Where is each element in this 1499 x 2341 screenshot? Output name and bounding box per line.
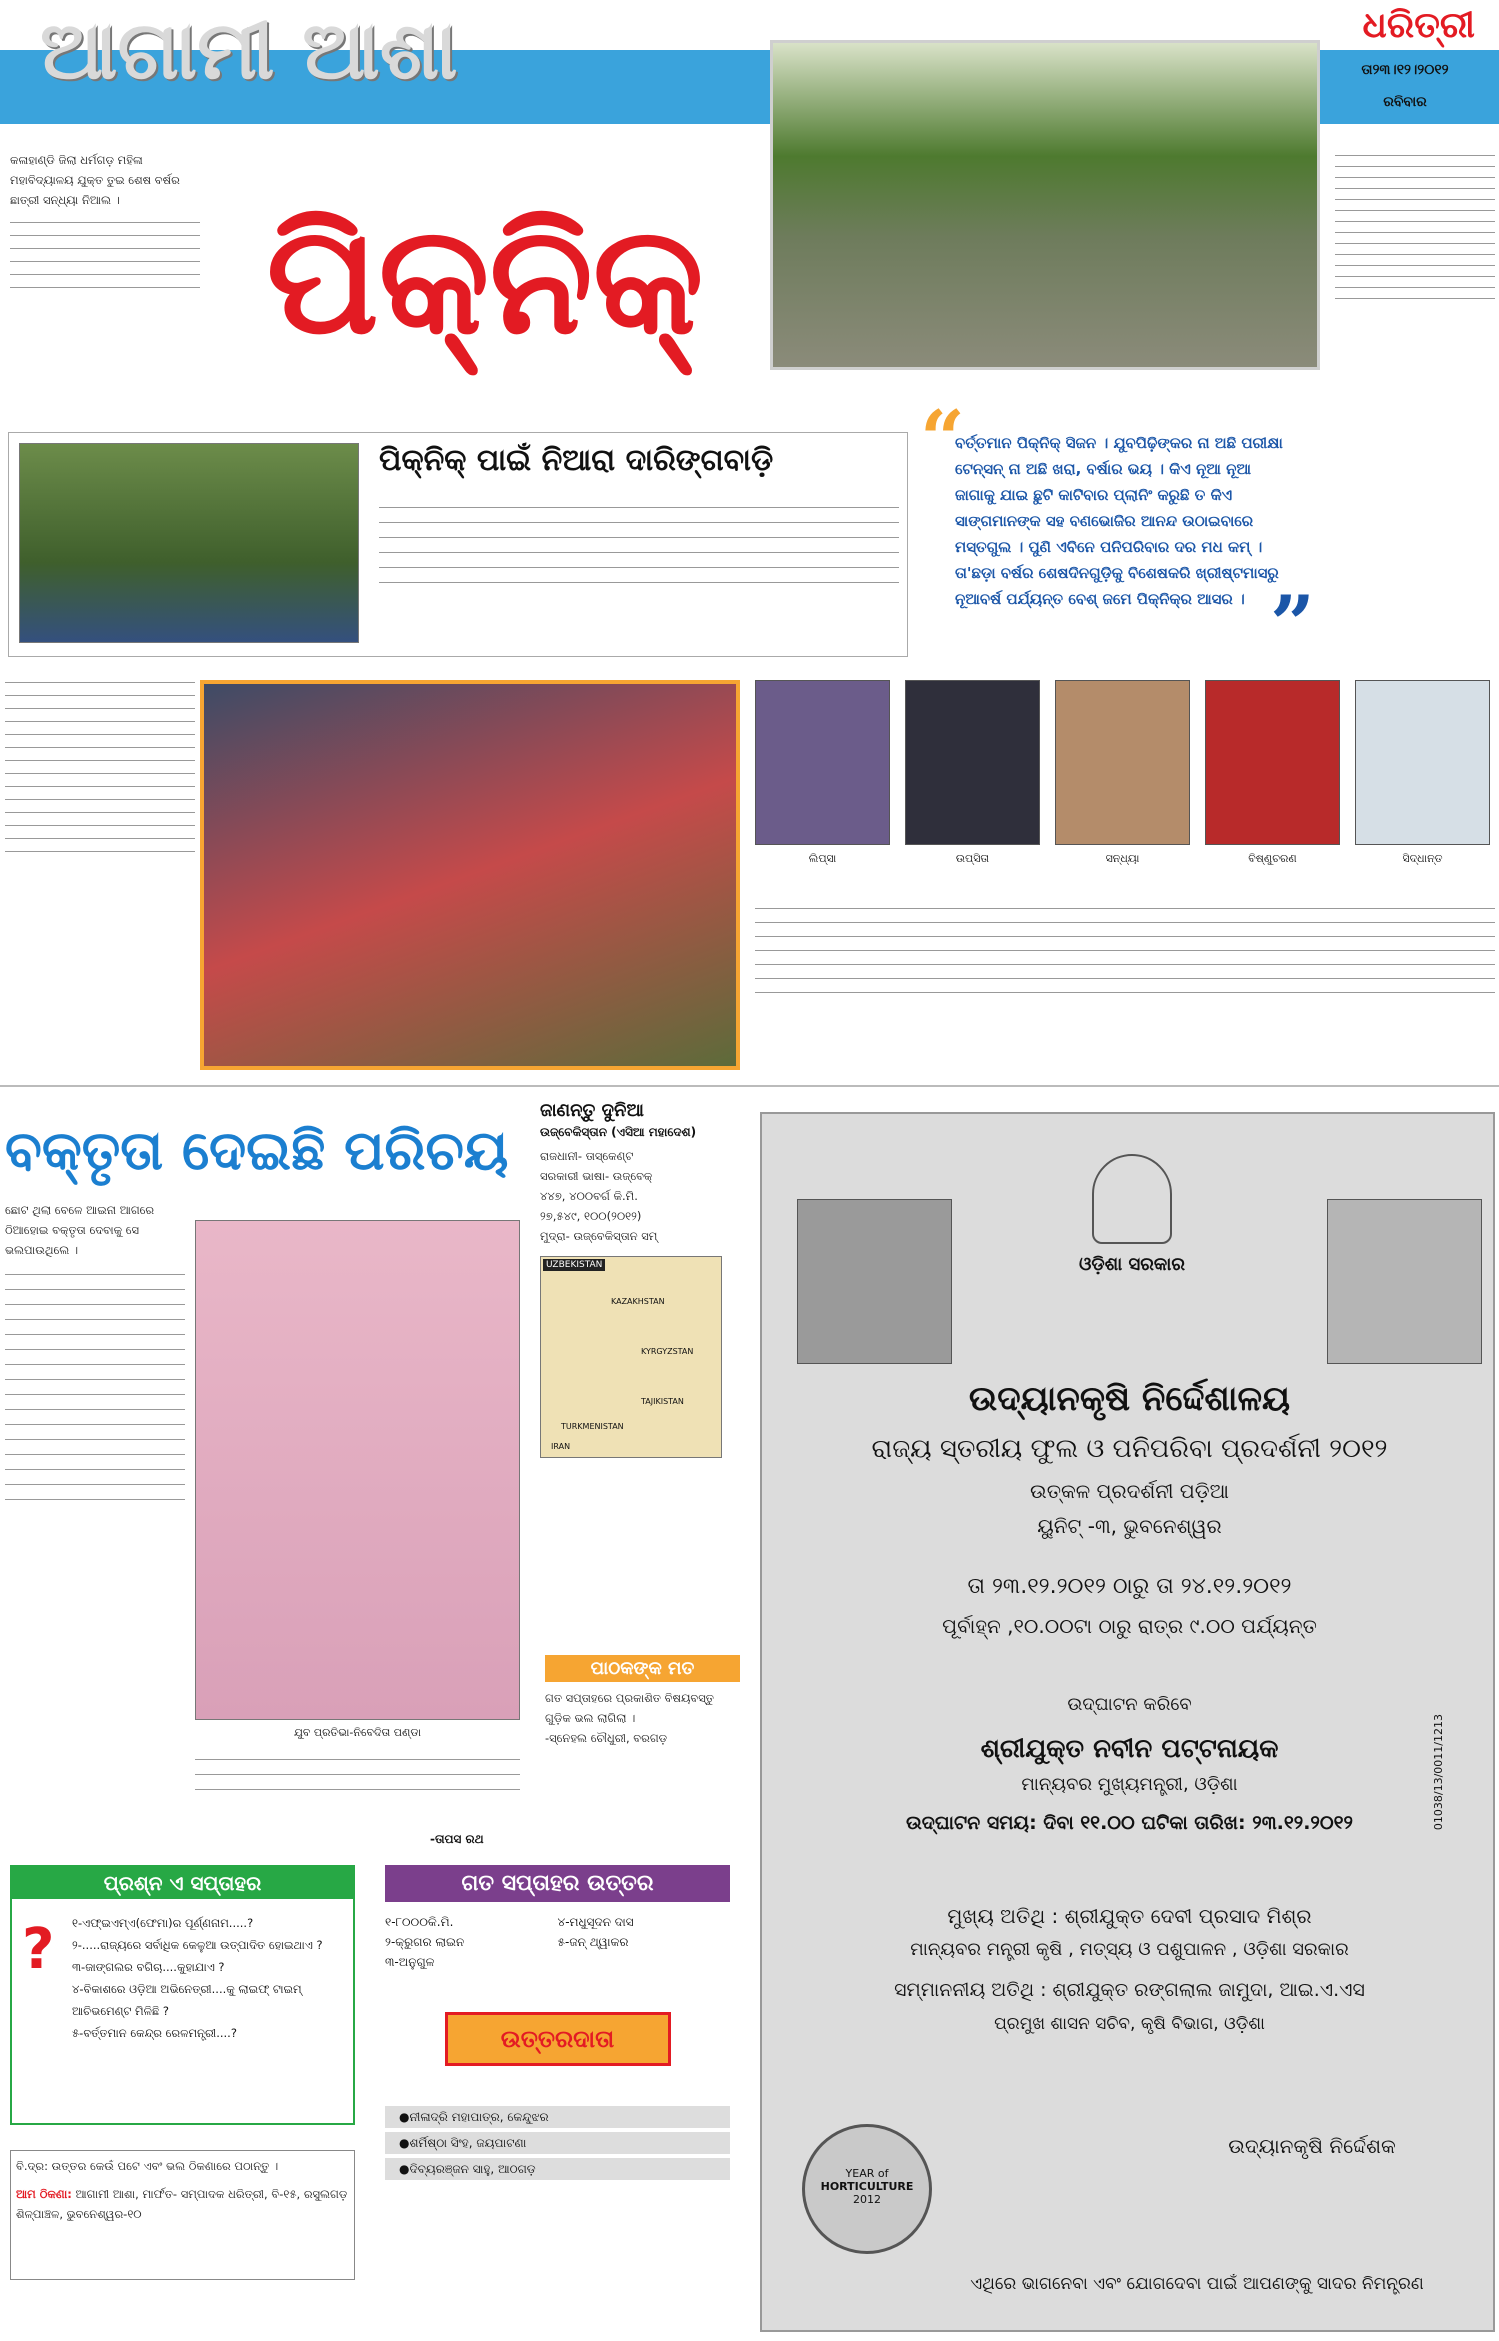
map-neighbour-3: TAJIKISTAN [641,1397,684,1406]
question-mark-icon: ? [22,1917,55,1982]
ad-cm: ଶ୍ରୀଯୁକ୍ତ ନବୀନ ପଟ୍ଟନାୟକ [980,1734,1279,1764]
world-country: ଉଜ୍‌ବେକିସ୍ତାନ (ଏସିଆ ମହାଦେଶ) [540,1125,697,1139]
issue-date: ତା୨୩।୧୨।୨୦୧୨ [1361,62,1449,78]
world-capital: ରାଜଧାନୀ- ତାସ୍‌କେଣ୍ଟ [540,1149,634,1163]
winner-1: ●ନୀଳାଦ୍ରି ମହାପାତ୍ର, କେନ୍ଦୁଝର [385,2106,730,2128]
waterfall-photo [770,40,1320,370]
world-area: ୪୪୭, ୪୦୦ବର୍ଗ କି.ମି. [540,1189,638,1203]
subhead-body [379,493,899,597]
answers-box [385,1865,730,2305]
answer-4: ୪-ମଧୁସୂଦନ ଦାସ [557,1915,634,1929]
speaker-caption: ଯୁବ ପ୍ରତିଭା-ନିବେଦିତା ପଣ୍ଡା [293,1726,422,1739]
face-photo-1 [755,680,890,845]
horticulture-logo [802,2124,932,2254]
map-neighbour-5: IRAN [551,1442,571,1451]
world-box [540,1100,740,1640]
ad-hours: ପୂର୍ବାହ୍ନ ,୧୦.୦୦ଟା ଠାରୁ ରାତ୍ର ୯.୦୦ ପର୍ଯ୍ୟନ୍ତ [942,1614,1317,1638]
girls-photo-box [8,432,908,657]
minister-photo [797,1199,952,1364]
picnic-subhead: ପିକ୍‌ନିକ୍‌ ପାଇଁ ନିଆରା ଦାରିଙ୍ଗବାଡ଼ି [379,443,774,478]
map-label: UZBEKISTAN [543,1259,605,1271]
masthead-title: ଆଗାମୀ ଆଶା [40,3,458,97]
logo-line2: HORTICULTURE [820,2180,914,2193]
map-neighbour-1: KAZAKHSTAN [611,1297,665,1306]
ad-director: ଉଦ୍ୟାନକୃଷି ନିର୍ଦ୍ଦେଶକ [1228,2134,1396,2158]
left-text-col [5,670,195,1070]
issue-day: ରବିବାର [1383,94,1427,110]
face-photo-3 [1055,680,1190,845]
ad-invite: ଏଥିରେ ଭାଗନେବା ଏବଂ ଯୋଗଦେବା ପାଇଁ ଆପଣଙ୍କୁ ସାଦର ନିମନ୍ତ୍ରଣ [970,2274,1424,2294]
logo-line1: YEAR of [845,2167,889,2180]
picnic-right-col [1335,145,1495,655]
speech-body-left: ଛୋଟ ଥିଲା ବେଳେ ଆଇନା ଆଗରେ ଠିଆହୋଇ ବକ୍ତୃତା ଦେବାକୁ ସେ ଭଲପାଉଥିଲେ । [5,1200,185,1850]
ad-chief-guest: ମୁଖ୍ୟ ଅତିଥି : ଶ୍ରୀଯୁକ୍ତ ଦେବୀ ପ୍ରସାଦ ମିଶ୍ର [947,1904,1312,1928]
ad-event: ରାଜ୍ୟ ସ୍ତରୀୟ ଫୁଲ ଓ ପନିପରିବା ପ୍ରଦର୍ଶନୀ ୨୦୧୨ [871,1434,1388,1464]
face-name-3: ସନ୍ଧ୍ୟା [1105,852,1140,865]
face-name-4: ବିଷ୍ଣୁଚରଣ [1248,852,1297,865]
quiz-note [10,2150,355,2280]
quiz-item-2: ୨-.....ରାଜ୍ୟରେ ସର୍ବାଧିକ କେଳୁଆ ଉତ୍ପାଦିତ ହୋଇଥାଏ ? [72,1938,323,1952]
face-photo-5 [1355,680,1490,845]
answer-2: ୨-କ୍ରୁଗର ଲାଇନ [385,1935,465,1949]
world-population: ୨୭,୫୪୯, ୧୦୦(୨୦୧୨) [540,1209,642,1223]
ad-hon-guest-title: ପ୍ରମୁଖ ଶାସନ ସଚିବ, କୃଷି ବିଭାଗ, ଓଡ଼ିଶା [994,2014,1265,2034]
address-label: ଆମ ଠିକଣା: [16,2187,72,2201]
bottom-picnic-text [755,895,1495,1070]
quiz-item-5: ୫-ବର୍ତ୍ତମାନ କେନ୍ଦ୍ର ରେଳମନ୍ତ୍ରୀ....? [72,2026,237,2040]
world-language: ସରକାରୀ ଭାଷା- ଉଜ୍‌ବେକ୍‌ [540,1169,653,1183]
readers-box [545,1655,740,1855]
ad-venue1: ଉତ୍କଳ ପ୍ରଦର୍ଶନୀ ପଡ଼ିଆ [1030,1479,1229,1503]
face-photo-2 [905,680,1040,845]
ad-dept: ଉଦ୍ୟାନକୃଷି ନିର୍ଦ୍ଦେଶାଳୟ [968,1379,1291,1419]
readers-name: -ସ୍ନେହଲ ଚୌଧୁରୀ, ବରଗଡ଼ [545,1731,668,1745]
girls-photo [19,443,359,643]
face-photo-4 [1205,680,1340,845]
logo-line3: 2012 [853,2193,881,2206]
winner-2: ●ଶର୍ମିଷ୍ଠା ସିଂହ, ଜୟପାଟଣା [385,2132,730,2154]
readers-text: ଗତ ସପ୍ତାହରେ ପ୍ରକାଶିତ ବିଷୟବସ୍ତୁ ଗୁଡ଼ିକ ଭଲ ଲାଗିଲା । [545,1691,714,1725]
world-map [540,1256,722,1458]
picnic-intro: କଳାହାଣ୍ଡି ଜିଲା ଧର୍ମଗଡ଼ ମହିଳା ମହାବିଦ୍ୟାଳୟ ଯୁକ୍ତ ତୁଇ ଶେଷ ବର୍ଷର ଛାତ୍ରୀ ସନ୍ଧ୍ୟା ନିଆଲ । [10,150,200,440]
winner-3: ●ଦିବ୍ୟରଞ୍ଜନ ସାହୁ, ଆଠଗଡ଼ [385,2158,730,2180]
group-photo [200,680,740,1070]
answer-3: ୩-ଅନୁଗୁଳ [385,1955,435,1969]
answer-5: ୫-ଜନ୍‌ ଥ୍ୱାକର [557,1935,629,1949]
face-name-5: ସିଦ୍ଧାନ୍ତ [1402,852,1443,865]
quiz-title: ପ୍ରଶ୍ନ ଏ ସପ୍ତାହର [12,1867,353,1899]
quiz-note-text: ବି.ଦ୍ର: ଉତ୍ତର କେଉଁ ପଟେ ଏବଂ ଭଲ ଠିକଣାରେ ପଠାନ୍ତୁ । [16,2159,279,2173]
face-name-1: ଲିପ୍‌ସା [808,852,837,865]
ad-venue2: ୟୁନିଟ୍‌ -୩, ଭୁବନେଶ୍ୱର [1037,1514,1222,1538]
speaker-photo [195,1220,520,1720]
quiz-list [72,1912,347,2044]
brand-name: ଧରିତ୍ରୀ [1362,4,1475,46]
map-neighbour-4: TURKMENISTAN [561,1422,624,1431]
cm-photo [1327,1199,1482,1364]
ad-gov: ଓଡ଼ିଶା ସରକାର [1079,1254,1185,1275]
picnic-quote: ବର୍ତ୍ତମାନ ପିକ୍‌ନିକ୍‌ ସିଜନ । ଯୁବପିଢ଼ିଙ୍କର ନା ଅଛି ପରୀକ୍ଷା ଟେନ୍‌ସନ୍‌ ନା ଅଛି ଖରା, ବର୍ଷାର ଭୟ । କିଏ ନୂଆ ନୂଆ ଜାଗାକୁ ଯାଇ ଛୁଟି କାଟିବାର ପ୍ଲାନିଂ କରୁଛି ତ କିଏ ସାଙ୍ଗମାନଙ୍କ ସହ ବଣଭୋଜିର ଆନନ୍ଦ ଉଠାଇବାରେ ମସ୍ତଗୁଲ । ପୁଣି ଏବିନେ ପନିପରିବାର ଦର ମଧ କମ୍‌ । ତା'ଛଡ଼ା ବର୍ଷର ଶେଷଦିନଗୁଡ଼ିକୁ ବିଶେଷକରି ଖ୍ରୀଷ୍ଟମାସରୁ ନୂଆବର୍ଷ ପର୍ଯ୍ୟନ୍ତ ବେଶ୍‌ ଜମେ ପିକ୍‌ନିକ୍‌ର ଆସର । [955,434,1283,608]
winners-title: ଉତ୍ତରଦାତା [445,2012,671,2066]
ad-chief-guest-title: ମାନ୍ୟବର ମନ୍ତ୍ରୀ କୃଷି , ମତ୍ସ୍ୟ ଓ ପଶୁପାଳନ , ଓଡ଼ିଶା ସରକାର [910,1939,1349,1960]
faces-row [755,680,1495,880]
quiz-item-3: ୩-ଜାଙ୍ଗଲର ବଗିଚା....କୁହାଯାଏ ? [72,1960,225,1974]
answers-title: ଗତ ସପ୍ତାହର ଉତ୍ତର [385,1865,730,1902]
ad-cm-title: ମାନ୍ୟବର ମୁଖ୍ୟମନ୍ତ୍ରୀ, ଓଡ଼ିଶା [1021,1774,1238,1795]
readers-title: ପାଠକଙ୍କ ମତ [545,1655,740,1682]
quote-open: “ [920,394,965,485]
world-title: ଜାଣନ୍ତୁ ଦୁନିଆ [540,1100,644,1121]
section-divider [0,1085,1499,1087]
ad-inaug: ଉଦ୍‌ଘାଟନ କରିବେ [1067,1694,1192,1715]
emblem-icon [1092,1154,1172,1244]
quiz-item-1: ୧-ଏଫ୍‌ଇଏମ୍‌ଏ(ଫେମା)ର ପୂର୍ଣ୍ଣନାମ.....? [72,1916,254,1930]
speech-body-bottom [195,1745,520,1845]
ad-inaug-time: ଉଦ୍‌ଘାଟନ ସମୟ: ଦିବା ୧୧.୦୦ ଘଟିକା ତାରିଖ: ୨୩.୧୨.୨୦୧୨ [905,1812,1354,1834]
speech-headline: ବକ୍ତୃତା ଦେଇଛି ପରିଚୟ [5,1118,509,1182]
quiz-box [10,1865,355,2125]
answer-1: ୧-୮୦୦୦କି.ମି. [385,1915,454,1929]
map-neighbour-2: KYRGYZSTAN [641,1347,694,1356]
ad-code: 01038/13/0011/1213 [1432,1714,1445,1831]
world-currency: ମୁଦ୍ରା- ଉଜ୍‌ବେକିସ୍ତାନ ସମ୍‌ [540,1229,658,1243]
ad-dates: ତା ୨୩.୧୨.୨୦୧୨ ଠାରୁ ତା ୨୪.୧୨.୨୦୧୨ [967,1574,1292,1599]
quiz-item-4: ୪-ବିକାଶରେ ଓଡ଼ିଆ ଅଭିନେତ୍ରୀ....କୁ ଲାଇଫ୍‌ ଟାଇମ୍‌ ଆଚିଭମେଣ୍ଟ ମିଳିଛି ? [72,1982,302,2018]
quote-close: ” [1270,579,1315,670]
face-name-2: ଉପ୍‌ସିତା [955,852,990,865]
picnic-headline: ପିକ୍‌ନିକ୍‌ [266,192,704,368]
address-text: ଆଗାମୀ ଆଶା, ମାର୍ଫତ- ସମ୍ପାଦକ ଧରିତ୍ରୀ, ବି-୧୫, ରସୁଲଗଡ଼ ଶିଳ୍ପାଞ୍ଚଳ, ଭୁବନେଶ୍ୱର-୧୦ [16,2187,348,2221]
ad-hon-guest: ସମ୍ମାନନୀୟ ଅତିଥି : ଶ୍ରୀଯୁକ୍ତ ରଙ୍ଗଲାଲ ଜାମୁଦା, ଆଇ.ଏ.ଏସ [894,1979,1365,2001]
ad-block [760,1112,1495,2332]
speech-byline: -ତାପସ ରଥ [430,1832,484,1846]
